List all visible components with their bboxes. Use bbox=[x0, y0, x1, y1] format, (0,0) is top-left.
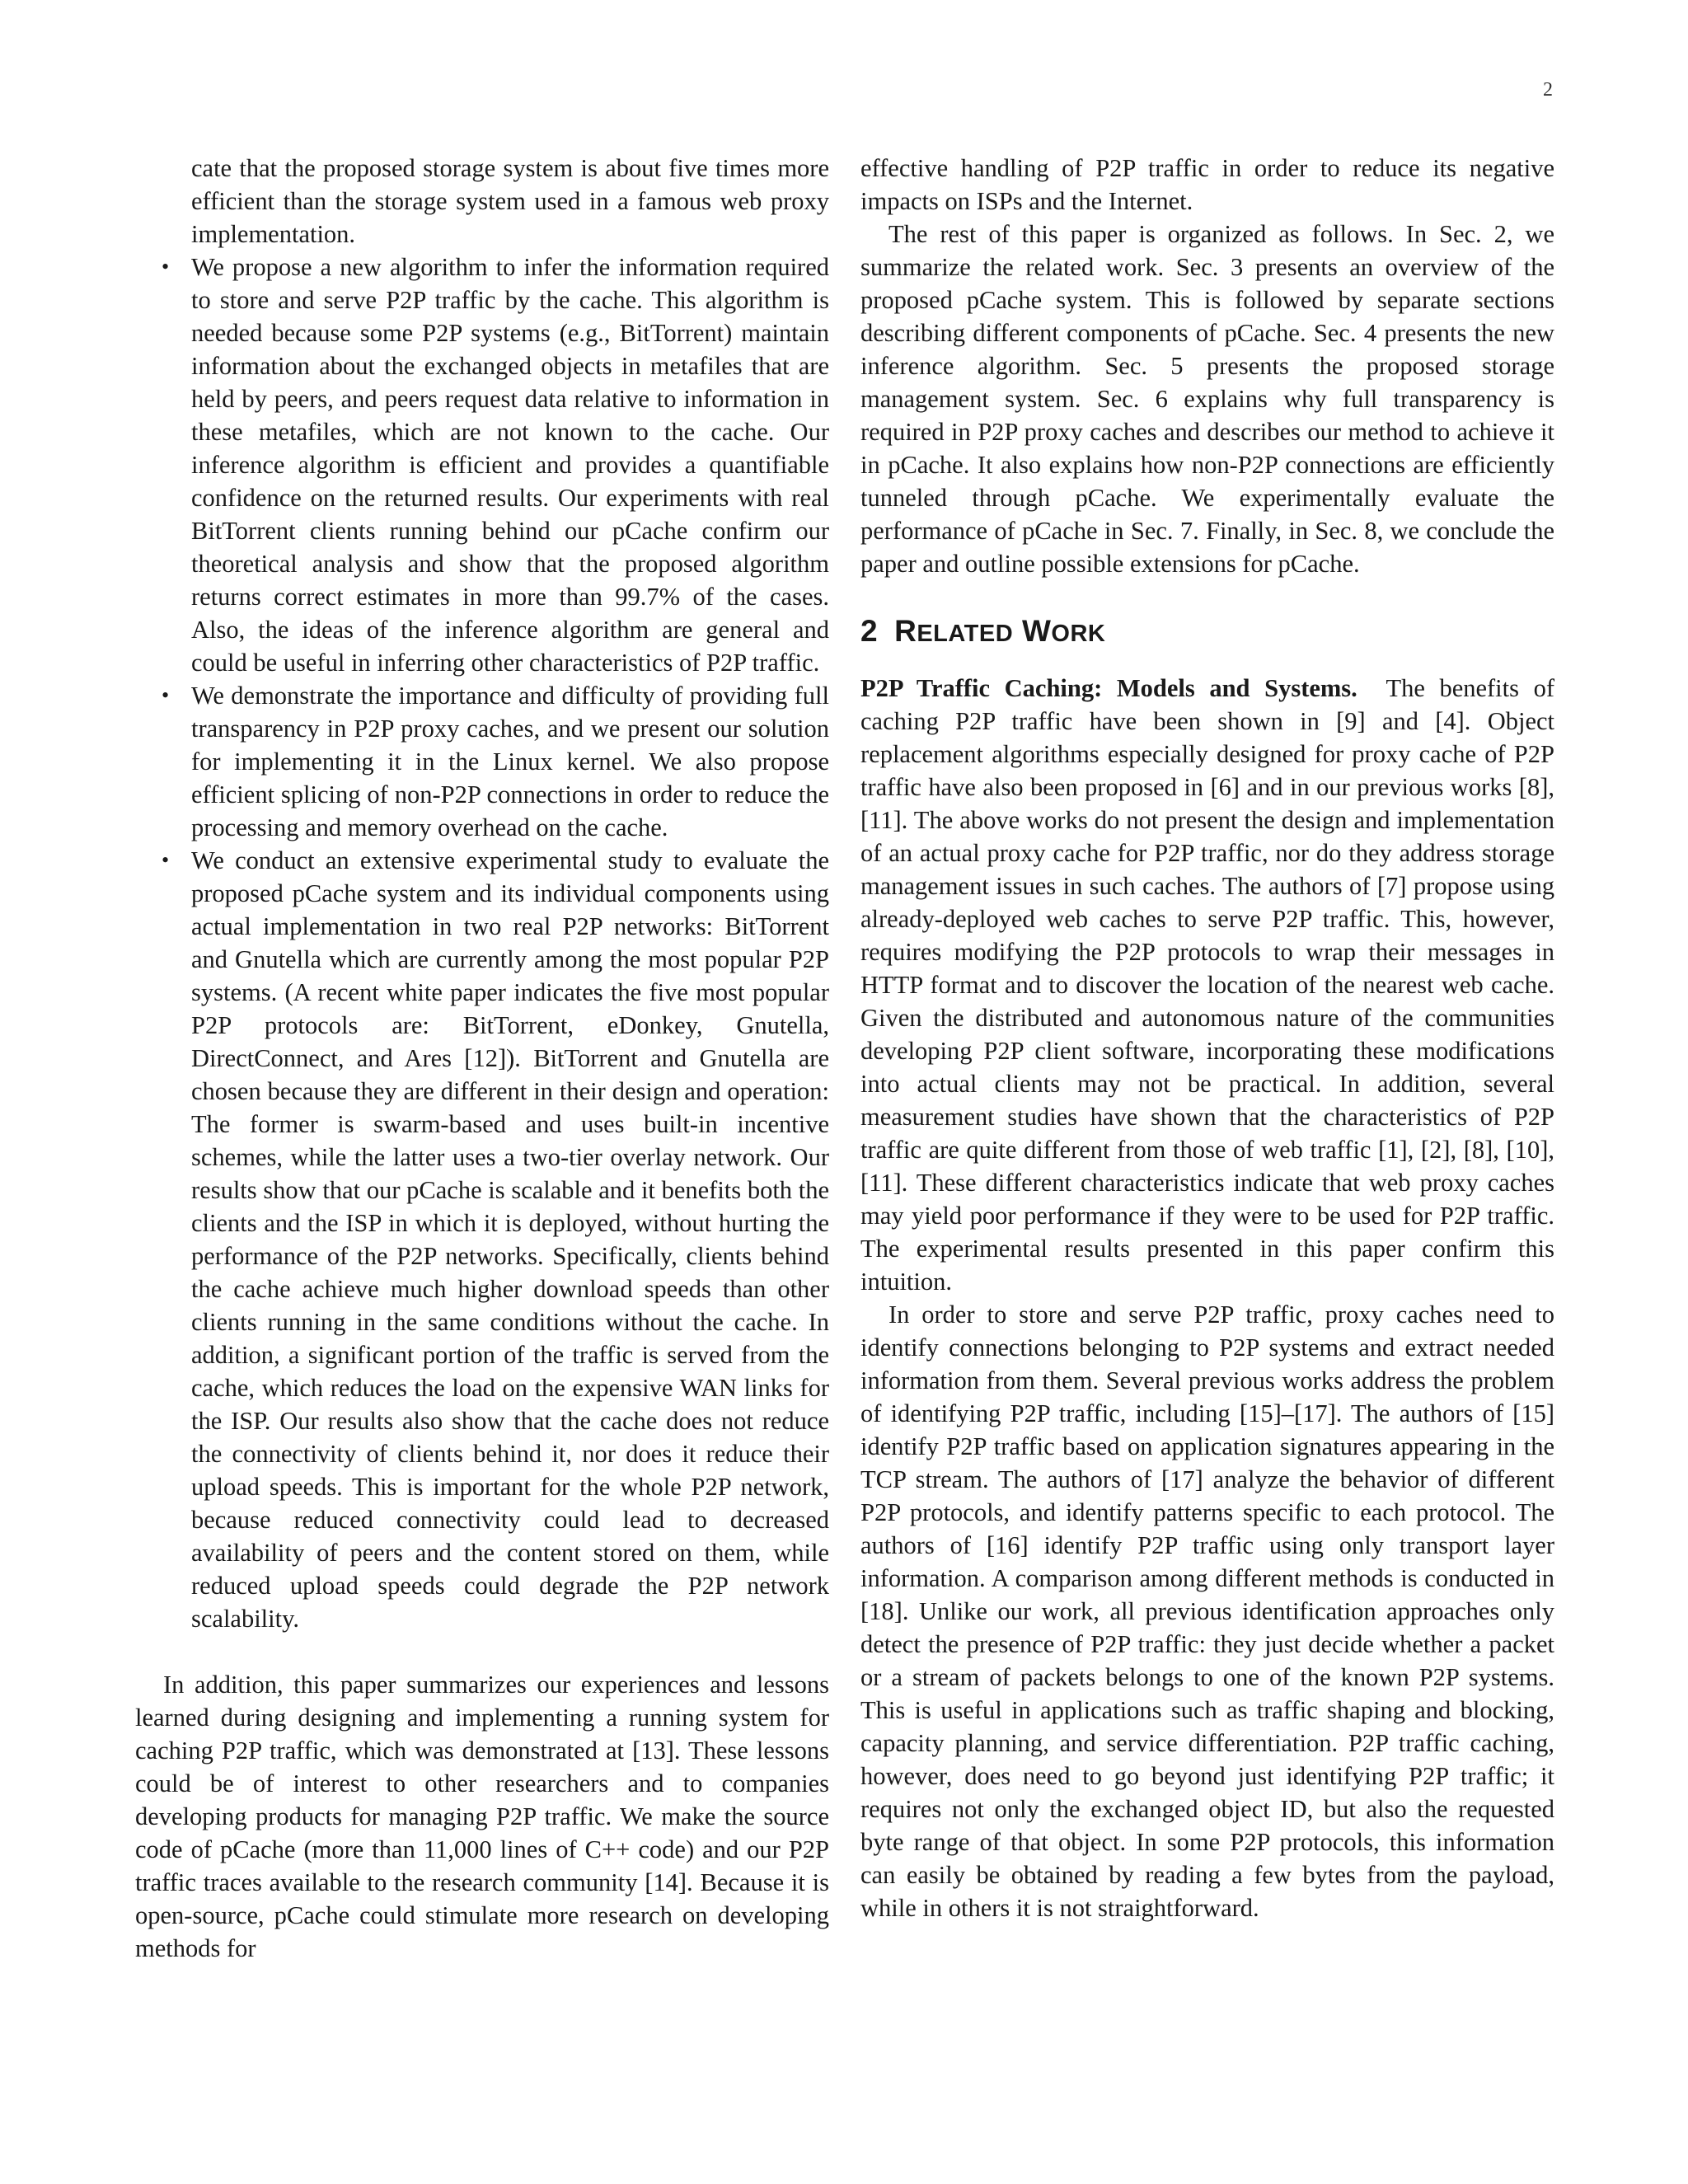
page-number: 2 bbox=[1543, 79, 1553, 101]
bullet-icon: • bbox=[162, 683, 170, 707]
list-item bbox=[135, 679, 829, 844]
bullet-icon: • bbox=[162, 848, 170, 872]
body-paragraph: In addition, this paper summarizes our experiences and lessons learned during designing and implementing a running system for caching P2P traffic, which was demonstrated at [13]. These lessons could be of interest to other researchers and to companies developing products for managing P2P traffic. We make the source code of pCache (more than 11,000 lines of C++ code) and our P2P traffic traces available to the research community [14]. Because it is open-source, pCache could stimulate more research on developing methods for bbox=[135, 1671, 829, 1962]
bullet-icon: • bbox=[162, 255, 170, 279]
left-column bbox=[135, 152, 829, 1965]
body-paragraph: In order to store and serve P2P traffic, proxy caches need to identify connections belonging to P2P systems and extract needed information from them. Several previous works address the problem of identifying P2P traffic, including [15]–[17]. The authors of [15] identify P2P traffic based on application signatures appearing in the TCP stream. The authors of [17] analyze the behavior of different P2P protocols, and identify patterns specific to each protocol. The authors of [16] identify P2P traffic using only transport layer information. A comparison among different methods is conducted in [18]. Unlike our work, all previous identification approaches only detect the presence of P2P traffic: they just decide whether a packet or a stream of packets belongs to one of the known P2P systems. This is useful in applications such as traffic shaping and blocking, capacity planning, and service differentiation. P2P traffic caching, however, does need to go beyond just identifying P2P traffic; it requires not only the exchanged object ID, but also the requested byte range of that object. In some P2P protocols, this information can easily be obtained by reading a few bytes from the payload, while in others it is not straightforward. bbox=[860, 1301, 1554, 1922]
contributions-list bbox=[135, 251, 829, 1635]
paragraph-body: The benefits of caching P2P traffic have been shown in [9] and [4]. Object replacement algorithms especially designed for proxy cache of P2P traffic have also been proposed in [6] and in our previous works [8], [11]. The above works do not present the design and implementation of an actual proxy cache for P2P traffic, nor do they address storage management issues in such caches. The authors of [7] propose using already-deployed web caches to serve P2P traffic. This, however, requires modifying the P2P protocols to wrap their messages in HTTP format and to discover the location of the nearest web cache. Given the distributed and autonomous nature of the communities developing P2P client software, incorporating these modifications into actual clients may not be practical. In addition, several measurement studies have shown that the characteristics of P2P traffic are quite different from those of web traffic [1], [2], [8], [10], [11]. These different characteristics indicate that web proxy caches may yield poor performance if they were to be used for P2P traffic. The experimental results presented in this paper confirm this intuition. bbox=[860, 674, 1554, 1296]
section-title-initial: R bbox=[894, 614, 917, 648]
section-title-rest: ORK bbox=[1051, 621, 1106, 647]
continued-list-item: cate that the proposed storage system is about five times more efficient than the storage system used in a famous web proxy implementation. bbox=[191, 154, 829, 248]
list-item-text: We conduct an extensive experimental study to evaluate the proposed pCache system and its individual components using actual implementation in two real P2P networks: BitTorrent and Gnutella which are currently among the most popular P2P systems. (A recent white paper indicates the five most popular P2P protocols are: BitTorrent, eDonkey, Gnutella, DirectConnect, and Ares [12]). BitTorrent and Gnutella are chosen because they are different in their design and operation: The former is swarm-based and uses built-in incentive schemes, while the latter uses a two-tier overlay network. Our results show that our pCache is scalable and it benefits both the clients and the ISP in which it is deployed, without hurting the performance of the P2P networks. Specifically, clients behind the cache achieve much higher download speeds than other clients running in the same conditions without the cache. In addition, a significant portion of the traffic is served from the cache, which reduces the load on the expensive WAN links for the ISP. Our results also show that the cache does not reduce the connectivity of clients behind it, nor does it reduce their upload speeds. This is important for the whole P2P network, because reduced connectivity could lead to decreased availability of peers and the content stored on them, while reduced upload speeds could degrade the P2P network scalability. bbox=[191, 846, 829, 1633]
list-item bbox=[135, 251, 829, 679]
list-item-text: We demonstrate the importance and difficulty of providing full transparency in P2P proxy caches, and we present our solution for implementing it in the Linux kernel. We also propose efficient splicing of non-P2P connections in order to reduce the processing and memory overhead on the cache. bbox=[191, 682, 829, 841]
list-item bbox=[135, 844, 829, 1635]
organization-paragraph: The rest of this paper is organized as follows. In Sec. 2, we summarize the related work. Sec. 3 presents an overview of the proposed pCache system. This is followed by separate sections describing different components of pCache. Sec. 4 presents the new inference algorithm. Sec. 5 presents the proposed storage management system. Sec. 6 explains why full transparency is required in P2P proxy caches and describes our method to achieve it in pCache. It also explains how non-P2P connections are efficiently tunneled through pCache. We experimentally evaluate the performance of pCache in Sec. 7. Finally, in Sec. 8, we conclude the paper and outline possible extensions for pCache. bbox=[860, 220, 1554, 578]
section-number: 2 bbox=[860, 614, 879, 648]
section-title-rest: ELATED bbox=[917, 621, 1014, 647]
section-heading bbox=[860, 613, 1554, 652]
right-column bbox=[860, 152, 1554, 1924]
list-item-text: We propose a new algorithm to infer the information required to store and serve P2P traffic by the cache. This algorithm is needed because some P2P systems (e.g., BitTorrent) maintain information about the exchanged objects in metafiles that are held by peers, and peers request data relative to information in these metafiles, which are not known to the cache. Our inference algorithm is efficient and provides a quantifiable confidence on the returned results. Our experiments with real BitTorrent clients running behind our pCache confirm our theoretical analysis and show that the proposed algorithm returns correct estimates in more than 99.7% of the cases. Also, the ideas of the inference algorithm are general and could be useful in inferring other characteristics of P2P traffic. bbox=[191, 253, 829, 677]
continued-paragraph: effective handling of P2P traffic in order to reduce its negative impacts on ISPs and the Internet. bbox=[860, 154, 1554, 215]
body-paragraph bbox=[860, 672, 1554, 1298]
runin-heading: P2P Traffic Caching: Models and Systems. bbox=[860, 674, 1357, 702]
section-title-initial: W bbox=[1021, 614, 1052, 648]
